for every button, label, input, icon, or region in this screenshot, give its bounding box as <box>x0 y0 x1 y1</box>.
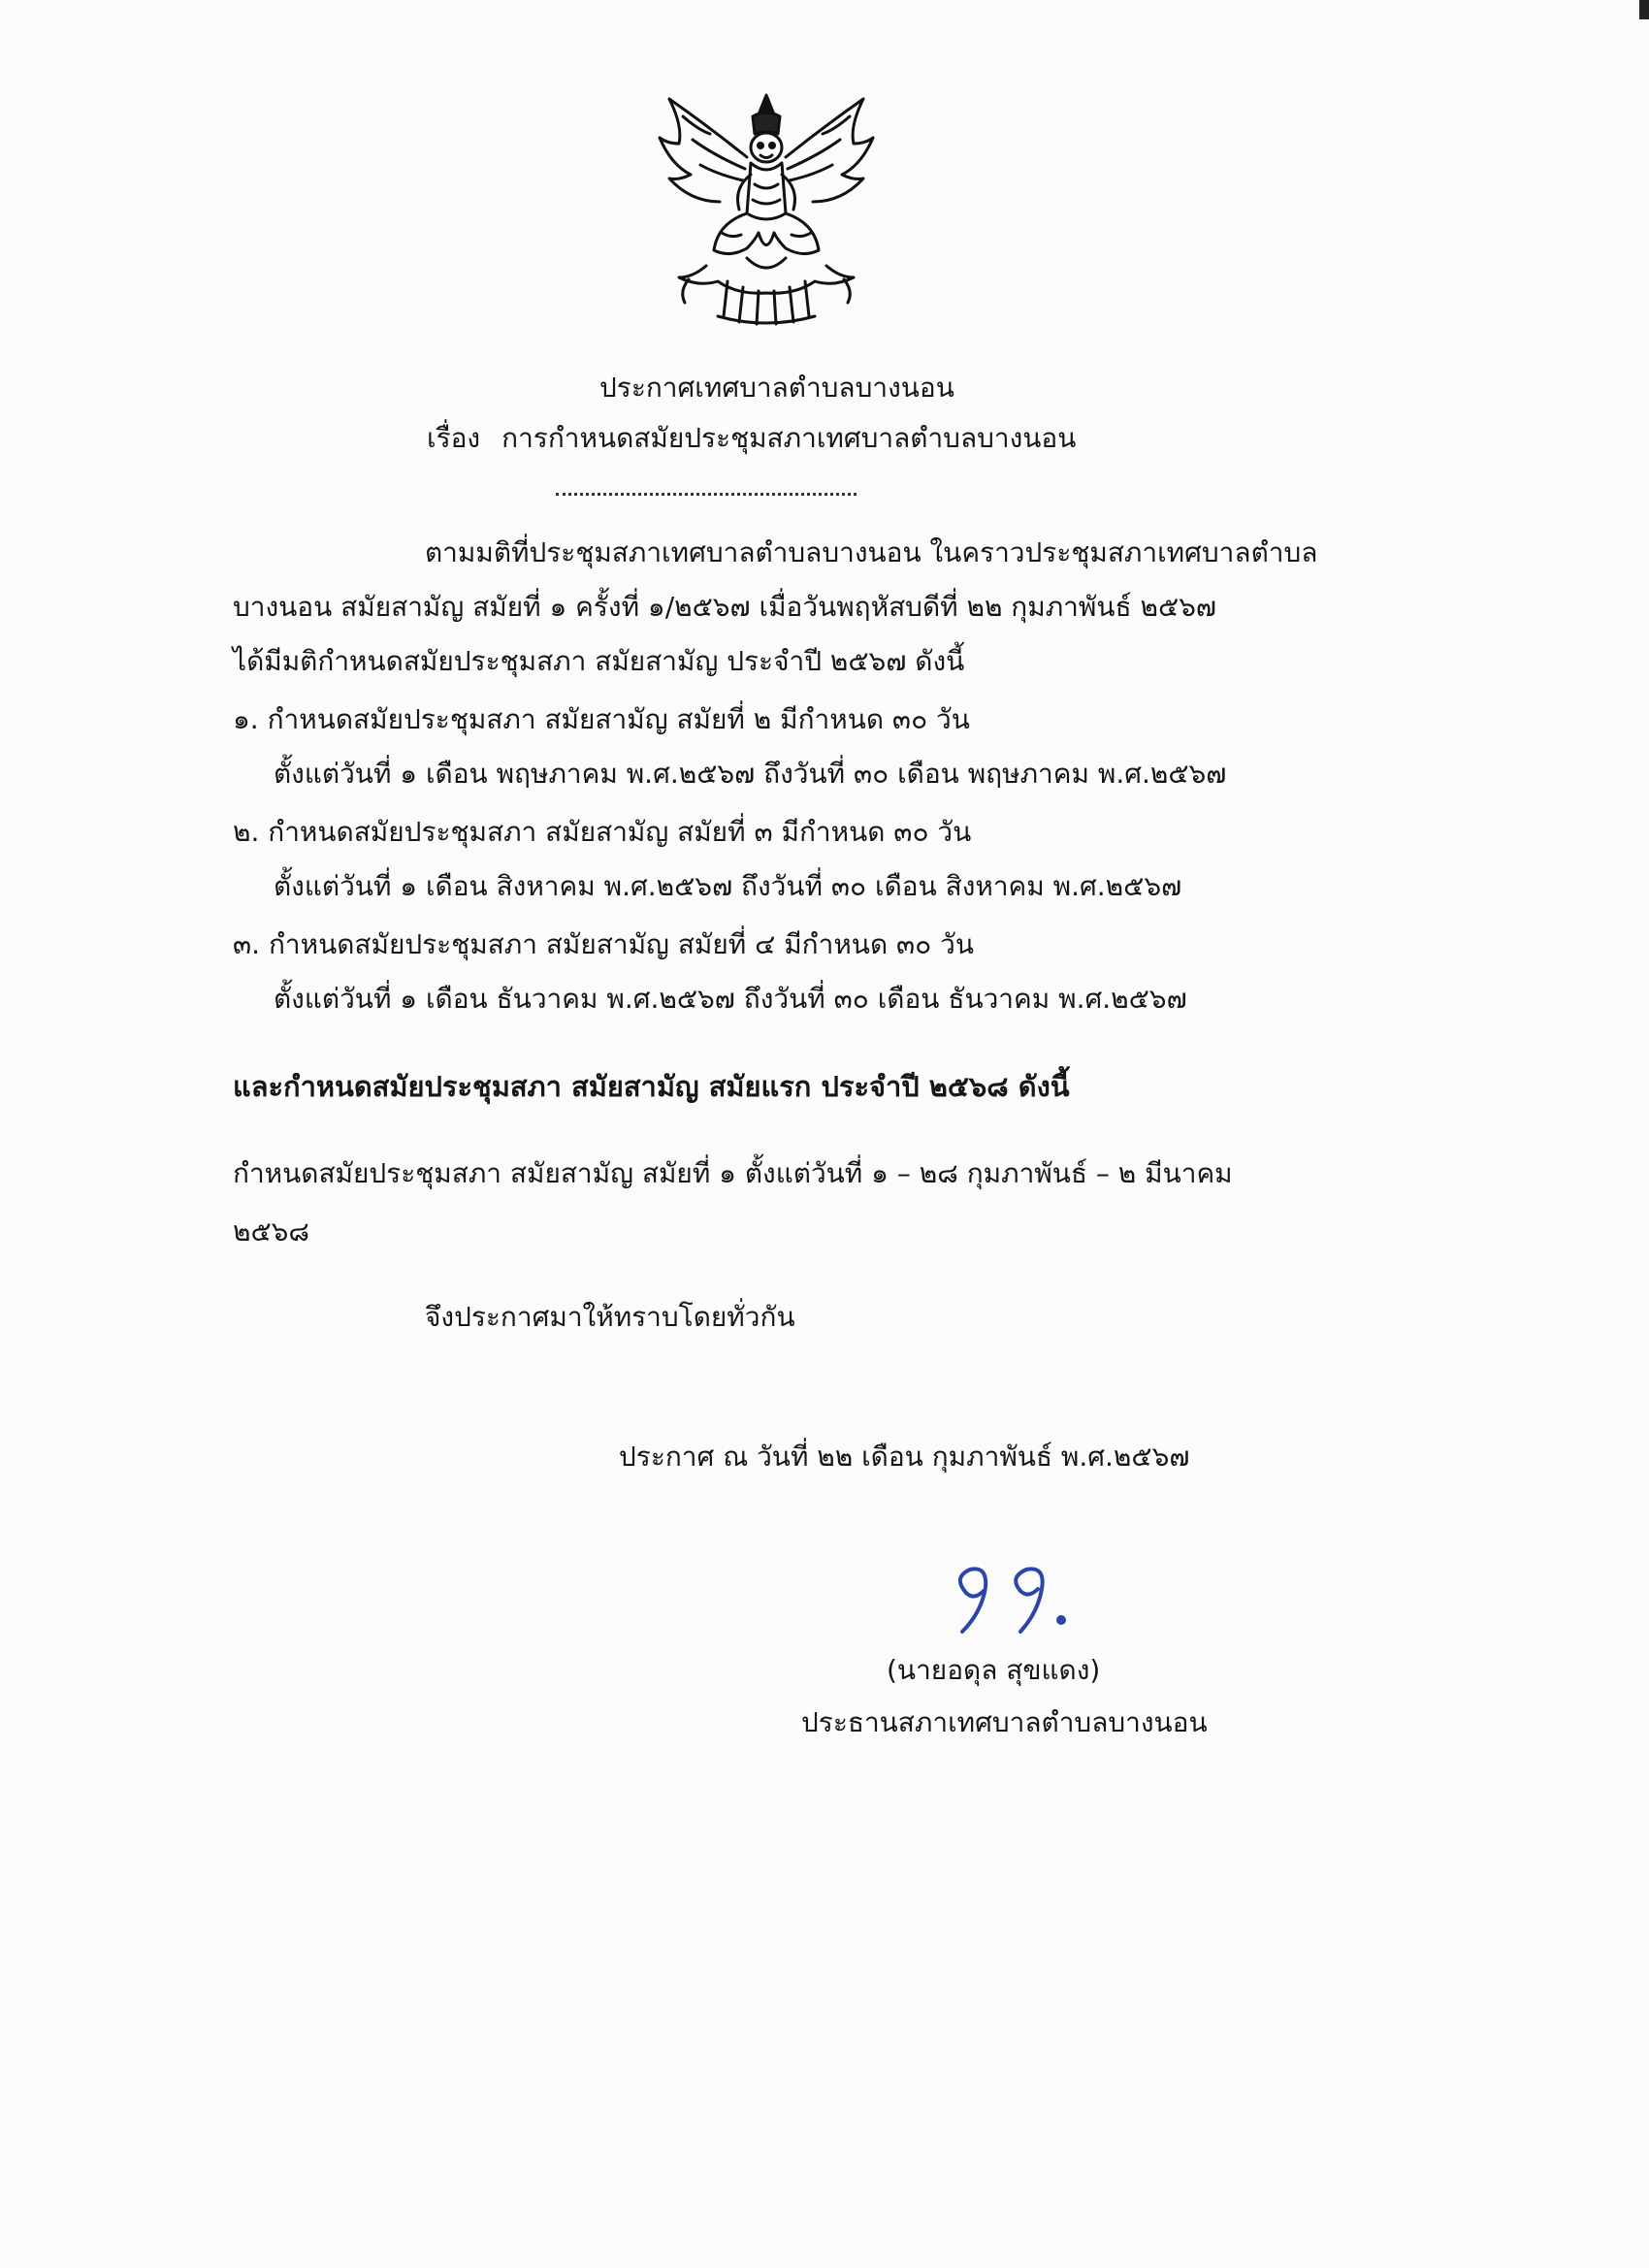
item3-line1: ๓. กำหนดสมัยประชุมสภา สมัยสามัญ สมัยที่ ๔ มีกำหนด ๓๐ วัน <box>233 928 975 960</box>
item1-line2: ตั้งแต่วันที่ ๑ เดือน พฤษภาคม พ.ศ.๒๕๖๗ ถึงวันที่ ๓๐ เดือน พฤษภาคม พ.ศ.๒๕๖๗ <box>274 758 1227 790</box>
item2-line2: ตั้งแต่วันที่ ๑ เดือน สิงหาคม พ.ศ.๒๕๖๗ ถึงวันที่ ๓๐ เดือน สิงหาคม พ.ศ.๒๕๖๗ <box>274 870 1182 902</box>
title-separator <box>556 493 857 496</box>
item2-line1: ๒. กำหนดสมัยประชุมสภา สมัยสามัญ สมัยที่ ๓ มีกำหนด ๓๐ วัน <box>233 816 972 848</box>
next-year-line1: กำหนดสมัยประชุมสภา สมัยสามัญ สมัยที่ ๑ ตั้งแต่วันที่ ๑ – ๒๘ กุมภาพันธ์ – ๒ มีนาคม <box>233 1157 1233 1189</box>
item3-line2: ตั้งแต่วันที่ ๑ เดือน ธันวาคม พ.ศ.๒๕๖๗ ถึงวันที่ ๓๐ เดือน ธันวาคม พ.ศ.๒๕๖๗ <box>274 983 1187 1015</box>
item1-line1: ๑. กำหนดสมัยประชุมสภา สมัยสามัญ สมัยที่ ๒ มีกำหนด ๓๐ วัน <box>233 703 970 735</box>
subject-text: การกำหนดสมัยประชุมสภาเทศบาลตำบลบางนอน <box>501 422 1077 454</box>
para1-line2: บางนอน สมัยสามัญ สมัยที่ ๑ ครั้งที่ ๑/๒๕๖๗ เมื่อวันพฤหัสบดีที่ ๒๒ กุมภาพันธ์ ๒๕๖๗ <box>233 591 1216 623</box>
subject-label: เรื่อง <box>427 422 481 454</box>
garuda-emblem-icon <box>650 87 883 330</box>
para1-line1: ตามมติที่ประชุมสภาเทศบาลตำบลบางนอน ในคราวประชุมสภาเทศบาลตำบล <box>425 536 1318 568</box>
scan-edge-mark <box>1639 0 1649 19</box>
next-year-line2: ๒๕๖๘ <box>233 1215 310 1247</box>
signatory-name: (นายอดุล สุขแดง) <box>887 1654 1101 1686</box>
announcement-date: ประกาศ ณ วันที่ ๒๒ เดือน กุมภาพันธ์ พ.ศ.๒๕๖๗ <box>619 1441 1190 1473</box>
subject-line <box>427 419 1076 458</box>
closing-text: จึงประกาศมาให้ทราบโดยทั่วกัน <box>425 1301 795 1333</box>
handwritten-signature <box>931 1552 1106 1639</box>
next-year-heading: และกำหนดสมัยประชุมสภา สมัยสามัญ สมัยแรก ประจำปี ๒๕๖๘ ดังนี้ <box>233 1070 1070 1103</box>
para1-line3: ได้มีมติกำหนดสมัยประชุมสภา สมัยสามัญ ประจำปี ๒๕๖๗ ดังนี้ <box>233 645 965 677</box>
signatory-position: ประธานสภาเทศบาลตำบลบางนอน <box>801 1706 1208 1738</box>
announcement-title: ประกาศเทศบาลตำบลบางนอน <box>599 372 954 404</box>
